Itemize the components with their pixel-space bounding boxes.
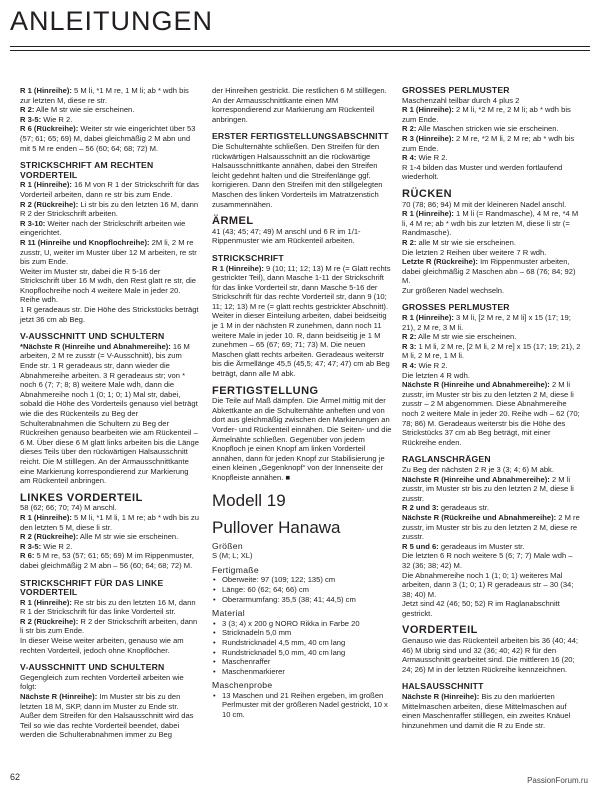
text-run: In dieser Weise weiter arbeiten, genauso wie am rechten Vorderteil, jedoch ohne Knopflöcher. [20,636,184,655]
list-item: • Oberweite: 97 (109; 122; 135) cm [222,575,392,585]
bullet-list [212,619,392,677]
paragraph [402,465,582,475]
paragraph [402,257,582,286]
text-run: 2 M re, *2 M li, 2 M re; ab * wdh bis zum Ende. [402,133,575,153]
text-run: Im Muster str bis zu den letzten 18 M, SKP, dann im Muster zu Ende str. Außer dem Streifen für den Halsausschnitt wird das Teil so wie das rechte Vorderteil beendet, dabei werden die Schulterabnahmen immer zu Beg [20,692,194,740]
text-run: R 2 der Strickschrift arbeiten, dann li str bis zum Ende. [20,616,198,636]
paragraph [402,371,582,381]
text-run: Zur größeren Nadel wechseln. [402,285,505,295]
row-label: R 1 (Hinreihe): [20,512,72,522]
text-run: Die Schulternähte schließen. Den Streifen für den rückwärtigen Halsausschnitt an die rückwärtige Halsausschnittkante annähen, dabei den Streifen leicht gedehnt halten und die Streifenlänge ggf. korrigieren. Dann den Streifen mit den stillgelegten Maschen des linken Vorderteils im Matratzenstich zusammennähen. [212,141,383,209]
paragraph [402,209,582,238]
row-label: R 4: [402,361,417,371]
text-run: Die Teile auf Maß dämpfen. Die Ärmel mittig mit der Abkettkante an die Schulternähte anheften und von dort aus gleichmäßig zwischen den Markierungen an Vorder- und Rückenteil einnähen. Die Seiten- und die Ärmelnähte schließen. Gegenüber von jedem Knopfloch je einen Knopf am linken Vorderteil annähen, dann für jeden Knopf zur Stabilisierung je einen kleinen „Gegenknopf“ von der Innenseite der Knopfleiste annähen. ■ [212,396,392,482]
paragraph [402,286,582,296]
text-run: Gegengleich zum rechten Vorderteil arbeiten wie folgt: [20,672,184,692]
text-run: geradeaus im Muster str. [438,541,525,551]
paragraph [20,542,200,552]
row-label: Nächste R (Hinreihe): [20,692,98,702]
title-rule [10,46,590,47]
text-run: 70 (78; 86; 94) M mit der kleineren Nadel anschl. [402,199,567,209]
list-item: • Rundstricknadel 4,5 mm, 40 cm lang [222,638,392,648]
paragraph [20,617,200,636]
paragraph [402,332,582,342]
text-run: 58 (62; 66; 70; 74) M anschl. [20,503,117,513]
row-label: Letzte R (Rückreihe): [402,257,478,267]
text-run: Weiter str wie eingerichtet über 53 (57; 61; 65; 69) M, dabei gleichmäßig 2 M abn und mit 5 M re enden – 56 (60; 64; 68; 72) M. [20,124,196,153]
row-label: R 6 (Rückreihe): [20,124,79,134]
text-run: 2 M re zusstr, im Muster str bis zu den letzten 2 M, diese re zusstr. [402,512,580,542]
paragraph [402,542,582,552]
section-heading: V-AUSSCHNITT UND SCHULTERN [20,662,165,673]
paragraph [20,532,200,542]
bullet-list [212,691,392,720]
list-item: • Rundstricknadel 5,0 mm, 40 cm lang [222,648,392,658]
paragraph [402,513,582,542]
site-watermark: PassionForum.ru [527,776,588,785]
paragraph [212,311,392,378]
section-title: RÜCKEN [402,187,453,200]
row-label: R 2: [20,105,35,115]
paragraph [20,598,200,617]
section-heading: ERSTER FERTIGSTELLUNGSABSCHNITT [212,131,389,142]
text-run: 5 M li, *1 M li, 1 M re; ab * wdh bis zu den letzten 5 M, diese li str. [20,512,199,532]
text-run: Die letzten 4 R wdh. [402,370,470,380]
text-run: Alle Maschen stricken wie sie erscheinen. [416,124,559,134]
paragraph [20,503,200,513]
text-run: 3 M li, [2 M re, 2 M li] x 15 (17; 19; 21), 2 M re, 3 M li. [402,313,571,332]
text-run: 16 M arbeiten, 2 M re zusstr (= V-Ausschnitt), bis zum Ende str. 1 R geradeaus str, dann wieder die Abnahmereihe arbeiten. 3 R geradeaus str; von * noch 6 (7; 7; 8; 8) weitere Male wdh, dann die Abnahmereihe noch 1 (0; 1; 0; 1) Mal str, dabei, sobald die Höhe des Vorderteils genauso viel beträgt wie die des Rückenteils zu Beg der Schulterabnahmen die Schultern zu Beg der Rückreihen genauso bearbeiten wie am Rückenteil – 6 M. Über diese 6 M glatt links arbeiten bis die Länge dieses Teils über den rückwärtigen Halsausschnitt reicht. Die M stilllegen. An der Armausschnittkante eine Markierung korrespondierend zur Markierung am Rückenteil anbringen. [20,341,199,486]
paragraph [402,153,582,163]
paragraph [20,238,200,267]
text-run: Alle M str wie sie erscheinen. [34,105,135,115]
row-label: R 1 (Hinreihe): [20,86,72,95]
paragraph [20,305,200,324]
paragraph [402,599,582,618]
text-run: 2M li, 2 M re zusstr, U, weiter im Muster über 12 M arbeiten, re str bis zum Ende. [20,237,197,267]
text-run: Im Rippenmuster arbeiten, dabei gleichmäßig 2 Maschen abn – 68 (76; 84; 92) M. [402,257,576,286]
paragraph [402,200,582,210]
section-title: FERTIGSTELLUNG [212,384,319,397]
row-label: R 1 (Hinreihe): [402,313,454,323]
text-run: 2 M li, *2 M re, 2 M li; ab * wdh bis zum Ende. [402,105,571,124]
paragraph [20,551,200,570]
text-run: 5 M li, *1 M re, 1 M li; ab * wdh bis zur letzten M, diese re str. [20,86,189,105]
text-run: Genauso wie das Rückenteil arbeiten bis 36 (40; 44; 46) M übrig sind und 32 (36; 40; 42) R für den Armausschnitt gearbeitet sind. Die mittleren 16 (20; 24; 26) M in der letzten Rückreihe kennzeichnen. [402,636,579,674]
row-label: R 3: [402,341,417,351]
row-label: R 1 (Hinreihe): [212,263,264,273]
paragraph [402,96,582,106]
text-run: Wie R 2. [416,361,448,371]
model-title: Modell 19 [212,490,286,510]
row-label: Nächste R (Rückreihe und Abnahmereihe): [402,512,557,522]
text-run: 5 M re, 53 (57; 61; 65; 69) M im Rippenmuster, dabei gleichmäßig 2 M abn – 56 (60; 64; 68; 72) M. [20,551,194,570]
text-run: Zu Beg der nächsten 2 R je 3 (3; 4; 6) M abk. [402,464,554,474]
text-run: Die letzten 6 R noch weitere 5 (6; 7; 7) Male wdh – 32 (36; 38; 42) M. [402,551,573,570]
text-run: Wie R 2. [416,153,448,163]
paragraph [402,503,582,513]
text-run: Maschenzahl teilbar durch 4 plus 2 [402,95,520,105]
text-run: der Hinreihen gestrickt. Die restlichen 6 M stilllegen. An der Armausschnittkante einen MM korrespondierend zur Markierung am Rückenteil anbringen. [212,86,387,124]
text-run: S (M; L; XL) [212,551,253,561]
paragraph [212,86,392,124]
row-label: R 5 und 6: [402,541,439,551]
text-run: Bis zu den markierten Mittelmaschen arbeiten, diese Mittelmaschen auf einen Maschenraffer stilllegen, ein zweites Knäuel hinzunehmen und damit die R zu Ende str. [402,692,571,730]
text-run: 2 M li zusstr, im Muster str bis zu den letzten 2 M, diese li zusstr – 2 M abgenommen. Diese Abnahmereihe noch 2 weitere Male in jeder 20. Reihe wdh – 62 (70; 78; 86) M. Geradeaus weiterstr bis die Höhe des Strickstücks 37 cm ab Beg beträgt, mit einer Rückreihe enden. [402,380,580,447]
row-label: *Nächste R (Hinreihe und Abnahmereihe): [20,341,171,351]
text-run: 1 M li, 2 M re, [2 M li, 2 M re] x 15 (17; 19; 21), 2 M li, 2 M re, 1 M li. [402,341,581,361]
text-run: Re str bis zu den letzten 16 M, dann R 1 der Strickschrift für das linke Vorderteil str. [20,597,196,617]
title-rule-bottom [10,50,590,51]
text-run: 1 R geradeaus str. Die Höhe des Strickstücks beträgt jetzt 36 cm ab Beg. [20,305,199,324]
text-run: Die letzten 2 Reihen über weitere 7 R wdh. [402,247,547,257]
section-title: LINKES VORDERTEIL [20,491,143,504]
list-item: • Oberarmumfang: 35,5 (38; 41; 44,5) cm [222,595,392,605]
model-title: Pullover Hanawa [212,517,341,537]
subsection-title: Größen [212,540,243,551]
text-run: 16 M von R 1 der Strickschrift für das Vorderteil arbeiten, dann re str bis zum Ende. [20,180,199,199]
page-title: ANLEITUNGEN [10,6,214,36]
row-label: R 1 (Hinreihe): [402,209,454,219]
paragraph [20,636,200,655]
list-item: • 13 Maschen und 21 Reihen ergeben, im großen Perlmuster mit der größeren Nadel gestrickt, 10 x 10 cm. [222,691,392,720]
row-label: R 3 (Hinreihe): [402,133,454,143]
list-item: • Maschenmarkierer [222,667,392,677]
row-label: R 3-5: [20,541,42,551]
text-run: 1 M li (= Randmasche), 4 M re, *4 M li, 4 M re; ab * wdh bis zur letzten M, diese li str (= Randmasche). [402,209,579,238]
paragraph [20,86,200,105]
paragraph [402,105,582,124]
section-heading: V-AUSSCHNITT UND SCHULTERN [20,331,165,342]
subsection-title: Material [212,608,245,619]
paragraph [212,227,392,246]
paragraph [212,264,392,312]
paragraph [20,673,200,692]
text-run: 2 M li zusstr, im Muster str bis zu den letzten 2 M, diese li zusstr. [402,474,574,503]
section-title: VORDERTEIL [402,624,478,637]
row-label: R 1 (Hinreihe): [402,105,454,115]
paragraph [402,124,582,134]
row-label: Nächste R (Hinreihe und Abnahmereihe): [402,380,550,390]
row-label: R 2 und 3: [402,503,439,513]
row-label: R 2 (Rückreihe): [20,532,79,542]
column-left [20,86,200,740]
section-heading: RAGLANSCHRÄGEN [402,454,491,465]
text-run: alle M str wie sie erscheinen. [416,237,516,247]
text-run: Weiter im Muster str, dabei die R 5-16 der Strickschrift über 16 M wdh, den Rest glatt re str, die Knopflochreihe noch 4 weitere Male in jeder 20. Reihe wdh. [20,266,196,305]
row-label: R 1 (Hinreihe): [20,597,72,607]
text-run: 41 (43; 45; 47; 49) M anschl und 6 R im 1/1-Rippenmuster wie am Rückenteil arbeiten. [212,226,361,246]
paragraph [20,115,200,125]
text-run: Weiter in dieser Einteilung arbeiten, dabei beidseitig je 1 M in der nächsten R zunehmen, dann noch 11 weitere Male in jeder 10. R, dann beidseitig je 1 M zunehmen – 65 (67; 69; 71; 73) M. Die neuen Maschen glatt rechts arbeiten. Geradeaus weiterstr bis die Ärmellänge 45,5 (45,5; 47; 47; 47) cm ab Beg beträgt, dann alle M abk. [212,311,390,379]
paragraph [402,248,582,258]
paragraph [20,105,200,115]
row-label: R 2 (Rückreihe): [20,199,79,209]
row-label: Nächste R (Hinreihe und Abnahmereihe): [402,474,550,484]
subsection-title: Fertigmaße [212,564,259,575]
column-right [402,86,582,730]
paragraph [402,692,582,730]
row-label: R 11 (Hinreihe und Knopflochreihe): [20,237,150,247]
row-label: R 4: [402,153,417,163]
text-run: Alle M str wie sie erscheinen. [78,532,179,542]
text-run: Jetzt sind 42 (46; 50; 52) R im Raglanabschnitt gestrickt. [402,599,560,618]
section-title: ÄRMEL [212,215,254,228]
row-label: R 2: [402,332,417,342]
subsection-title: Maschenprobe [212,680,273,691]
paragraph [402,551,582,570]
section-heading: GROSSES PERLMUSTER [402,85,510,95]
paragraph [402,134,582,153]
list-item: • Länge: 60 (62; 64; 66) cm [222,585,392,595]
text-run: Wie R 2. [41,114,73,124]
list-item: • Maschenraffer [222,657,392,667]
paragraph [20,267,200,305]
paragraph [402,380,582,447]
bullet-list [212,575,392,604]
paragraph [402,342,582,361]
paragraph [212,396,392,482]
row-label: R 6: [20,551,35,561]
paragraph [402,475,582,504]
section-heading: STRICKSCHRIFT [212,252,284,263]
paragraph [20,513,200,532]
paragraph [402,313,582,332]
paragraph [20,342,200,486]
row-label: R 2: [402,124,417,134]
paragraph [20,180,200,199]
row-label: Nächste R (Hinreihe): [402,692,480,702]
paragraph [402,571,582,600]
section-heading: STRICKSCHRIFT AM RECHTEN VORDERTEIL [20,160,154,180]
section-heading: GROSSES PERLMUSTER [402,302,510,313]
text-run: Li str bis zu den letzten 16 M, dann R 2 der Strickschrift arbeiten. [20,199,199,219]
text-run: R 1-4 bilden das Muster und werden fortlaufend wiederholt. [402,162,563,182]
paragraph [212,142,392,209]
row-label: R 2 (Rückreihe): [20,616,79,626]
row-label: R 1 (Hinreihe): [20,180,72,190]
text-run: Alle M str wie sie erscheinen. [416,332,517,342]
section-heading: HALSAUSSCHNITT [402,681,484,692]
paragraph [402,361,582,371]
paragraph [20,692,200,740]
text-run: Wie R 2. [41,541,73,551]
paragraph [402,163,582,182]
row-label: R 3-5: [20,114,42,124]
text-run: Die Abnahmereihe noch 1 (1; 0; 1) weiteres Mal arbeiten, dann 3 (1; 0; 1) R geradeaus str – 30 (34; 38; 40) M. [402,570,574,599]
page-number: 62 [10,772,21,782]
paragraph [402,636,582,674]
row-label: R 2: [402,237,417,247]
paragraph [402,238,582,248]
paragraph [20,219,200,238]
paragraph [212,551,392,561]
paragraph [20,124,200,153]
text-run: Weiter nach der Strickschrift arbeiten wie eingerichtet. [20,218,186,238]
text-run: 9 (10; 11; 12; 13) M re (= Glatt rechts gestrickter Teil), dann Masche 1-11 der Strickschrift für das linke Vorderteil str, dann Masche 5-16 der Strickschrift für das rechte Vorderteil str, dann 9 (10; 11; 12; 13) M re (= glatt rechts gestrickter Abschnitt). [212,263,391,311]
row-label: R 3-10: [20,218,46,228]
list-item: • Stricknadeln 5,0 mm [222,628,392,638]
list-item: • 3 (3; 4) x 200 g NORO Rikka in Farbe 20 [222,619,392,629]
text-run: geradeaus str. [438,503,489,513]
column-middle [212,86,392,720]
paragraph [20,200,200,219]
section-heading: STRICKSCHRIFT FÜR DAS LINKE VORDERTEIL [20,577,164,598]
